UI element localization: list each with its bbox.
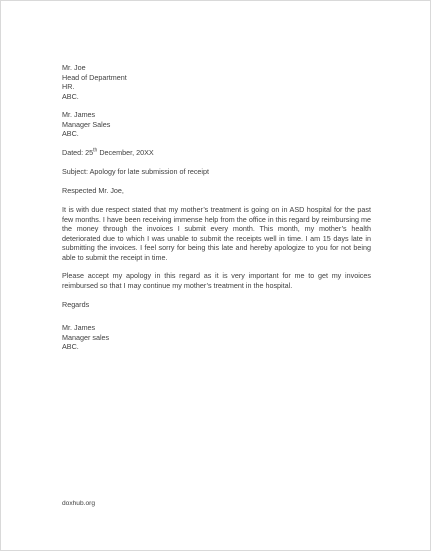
closing-text: Regards — [62, 300, 90, 309]
signature-title: Manager sales — [62, 332, 110, 342]
recipient-name: Mr. James — [62, 110, 96, 119]
signature-block — [62, 323, 371, 352]
signature-company: ABC. — [62, 342, 79, 352]
sender-company: ABC. — [62, 91, 79, 101]
date-rest: December, 20XX — [97, 148, 154, 157]
recipient-block — [62, 110, 371, 139]
date-line — [62, 148, 371, 158]
sender-title: Head of Department — [62, 72, 127, 82]
salutation-text: Respected Mr. Joe, — [62, 186, 124, 195]
body-paragraph-1-text: It is with due respect stated that my mother’s treatment is going on in ASD hospital for the past few months. I have been receiving immense help from the office in this regard by reimbursing me the money through the invoices I submit every month. This month, my mother’s health deteriorated due to which I was unable to submit the receipts well in time. I am 15 days late in submitting the invoices. I feel sorry for being this late and hereby apologize to you for not being able to submit the receipt in time. — [62, 205, 371, 262]
sender-block — [62, 63, 371, 101]
body-paragraph-2 — [62, 271, 371, 290]
date-suffix: th — [93, 147, 98, 154]
signature-name: Mr. James — [62, 323, 96, 332]
sender-name: Mr. Joe — [62, 63, 86, 72]
recipient-title: Manager Sales — [62, 119, 111, 129]
salutation-line — [62, 186, 371, 196]
body-paragraph-1 — [62, 205, 371, 263]
date-prefix: Dated: 25 — [62, 148, 94, 157]
closing-line — [62, 300, 371, 310]
subject-line — [62, 167, 371, 177]
footer-watermark: doxhub.org — [62, 500, 95, 507]
subject-text: Subject: Apology for late submission of receipt — [62, 167, 210, 176]
body-paragraph-2-text: Please accept my apology in this regard as it is very important for me to get my invoices reimbursed so that I may continue my mother’s treatment in the hospital. — [62, 271, 371, 290]
sender-dept: HR. — [62, 82, 75, 92]
recipient-company: ABC. — [62, 129, 79, 139]
